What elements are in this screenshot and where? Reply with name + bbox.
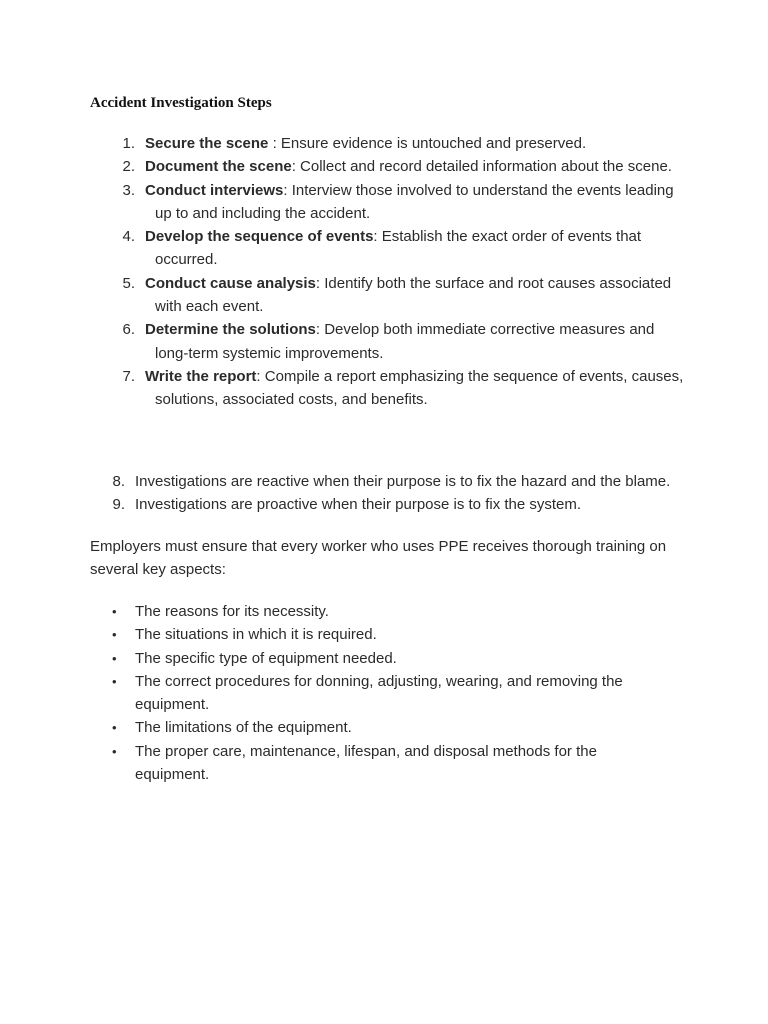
list-item: [90, 600, 650, 623]
list-item: [90, 670, 650, 717]
list-item: [90, 716, 650, 739]
bullet-icon: •: [112, 627, 117, 643]
list-item: [90, 155, 690, 178]
note-number: 9.: [112, 496, 125, 514]
list-item: [90, 470, 690, 493]
bullet-icon: •: [112, 604, 117, 619]
step-heading: Document the scene: [145, 158, 292, 176]
step-number: 6.: [122, 321, 135, 339]
bullet-icon: •: [112, 743, 117, 759]
step-heading: Secure the scene: [145, 135, 269, 152]
note-number: 8.: [112, 473, 125, 490]
list-item: [90, 179, 690, 226]
step-text-continued: solutions, associated costs, and benefits.: [155, 391, 428, 409]
list-item: [90, 318, 690, 365]
bullet-icon: •: [112, 673, 117, 689]
bullet-icon: •: [112, 650, 117, 666]
step-number: 5.: [122, 274, 135, 292]
step-text-continued: up to and including the accident.: [155, 204, 371, 222]
step-heading: Determine the solutions: [145, 321, 316, 339]
step-text-continued: long-term systemic improvements.: [155, 344, 384, 362]
list-item: [90, 740, 650, 787]
list-item: [90, 365, 690, 412]
list-item: [90, 225, 690, 272]
step-heading: Develop the sequence of events: [145, 228, 374, 246]
step-text: : Collect and record detailed information about the scene.: [291, 158, 672, 176]
bullet-text: The reasons for its necessity.: [135, 603, 329, 620]
note-text: Investigations are proactive when their purpose is to fix the system.: [135, 496, 582, 514]
step-heading: Conduct cause analysis: [145, 274, 316, 292]
step-text: : Identify both the surface and root causes associated: [315, 274, 672, 292]
list-item: [90, 623, 650, 646]
bullet-text: The limitations of the equipment.: [135, 719, 352, 737]
list-item: [90, 272, 690, 319]
bullet-text: The situations in which it is required.: [135, 626, 377, 644]
investigation-steps-list: [90, 132, 690, 412]
note-text: Investigations are reactive when their purpose is to fix the hazard and the blame.: [135, 473, 671, 490]
bullet-icon: •: [112, 720, 117, 736]
step-text: : Compile a report emphasizing the sequence of events, causes,: [256, 367, 684, 385]
step-text-continued: occurred.: [155, 251, 218, 269]
step-heading: Conduct interviews: [145, 181, 284, 199]
step-number: 1.: [122, 135, 135, 152]
step-text: : Establish the exact order of events that: [373, 228, 642, 246]
step-heading: Write the report: [145, 367, 257, 385]
step-number: 2.: [122, 158, 135, 176]
bullet-text: The specific type of equipment needed.: [135, 649, 397, 667]
list-item: [90, 132, 690, 155]
list-item: [90, 647, 650, 670]
step-text: : Develop both immediate corrective measures and: [315, 321, 655, 339]
step-text-continued: with each event.: [155, 298, 264, 316]
step-text: : Ensure evidence is untouched and preserved.: [268, 135, 587, 152]
ppe-training-bullet-list: [90, 600, 650, 786]
step-number: 3.: [122, 181, 135, 199]
ppe-training-paragraph: Employers must ensure that every worker who uses PPE receives thorough training on several key aspects:: [90, 538, 667, 579]
investigation-notes-list: [90, 470, 690, 517]
bullet-text: The proper care, maintenance, lifespan, and disposal methods for the equipment.: [135, 742, 597, 784]
step-number: 7.: [122, 367, 135, 385]
step-number: 4.: [122, 228, 135, 246]
list-item: [90, 493, 690, 516]
document-title: Accident Investigation Steps: [90, 95, 272, 111]
bullet-text: The correct procedures for donning, adjusting, wearing, and removing the equipment.: [135, 672, 623, 714]
step-text: : Interview those involved to understand the events leading: [283, 181, 674, 199]
